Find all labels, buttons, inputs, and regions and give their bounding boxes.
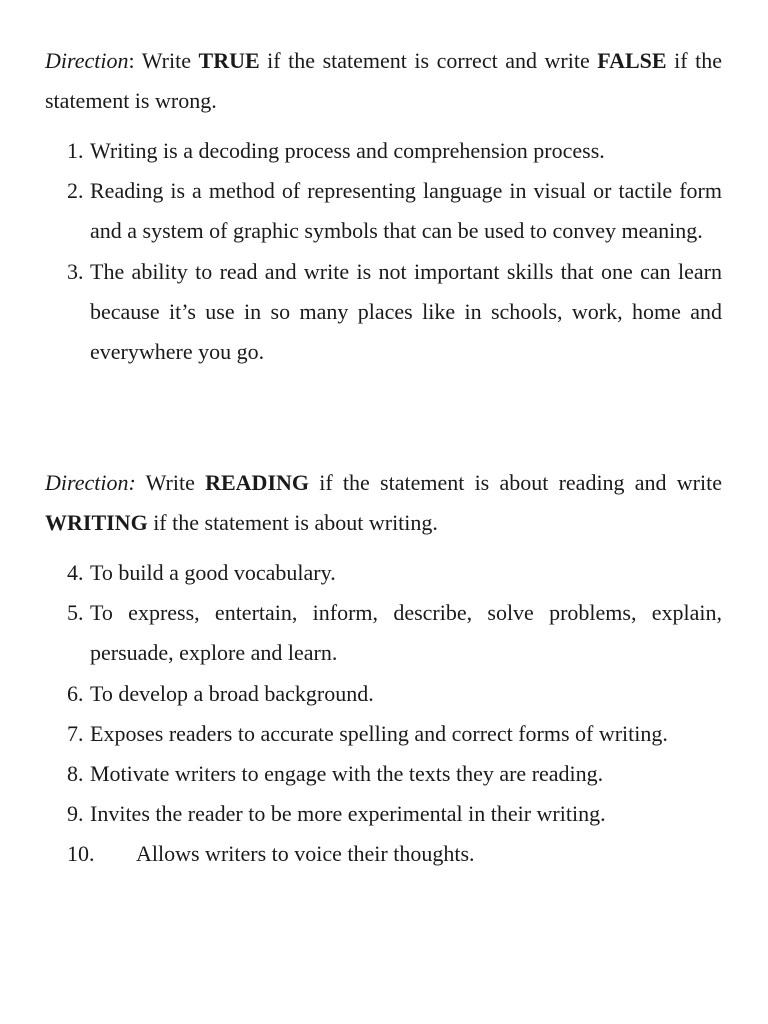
list-item — [0, 834, 768, 874]
item-text: Exposes readers to accurate spelling and correct forms of writing. — [90, 721, 668, 746]
direction-text-part2: if the statement is correct and write — [259, 48, 598, 73]
keyword-false: FALSE — [597, 48, 667, 73]
list-item — [0, 171, 768, 251]
item-text: The ability to read and write is not important skills that one can learn because it’s use in so many places like in schools, work, home and everywhere you go. — [90, 259, 722, 364]
item-number: 7. — [67, 721, 84, 746]
direction-colon: : — [128, 470, 136, 495]
keyword-writing: WRITING — [45, 510, 148, 535]
item-number: 9. — [67, 801, 84, 826]
item-text: Reading is a method of representing language in visual or tactile form and a system of graphic symbols that can be used to convey meaning. — [90, 178, 722, 243]
direction-reading-writing — [45, 463, 722, 543]
item-number: 4. — [67, 560, 84, 585]
keyword-reading: READING — [205, 470, 310, 495]
keyword-true: TRUE — [198, 48, 260, 73]
item-text: Motivate writers to engage with the texts they are reading. — [90, 761, 604, 786]
item-text: Invites the reader to be more experimental in their writing. — [90, 801, 606, 826]
direction-label: Direction — [45, 48, 129, 73]
list-item — [0, 252, 768, 372]
list-item — [0, 553, 768, 593]
item-number: 6. — [67, 681, 84, 706]
direction-text-part3: if the statement is wrong. — [45, 48, 722, 113]
list-item — [0, 794, 768, 834]
item-number: 1. — [67, 138, 84, 163]
list-item — [0, 714, 768, 754]
list-item — [0, 754, 768, 794]
list-item — [0, 674, 768, 714]
direction-text-part1: Write — [135, 470, 206, 495]
direction-true-false — [45, 41, 722, 121]
item-number: 5. — [67, 600, 84, 625]
direction-text-part1: Write — [134, 48, 199, 73]
direction-label: Direction — [45, 470, 129, 495]
direction-text-part2: if the statement is about reading and write — [309, 470, 722, 495]
item-text: To develop a broad background. — [90, 681, 374, 706]
direction-colon: : — [128, 48, 135, 73]
item-text: To express, entertain, inform, describe, solve problems, explain, persuade, explore and learn. — [90, 600, 722, 665]
item-number: 2. — [67, 178, 84, 203]
item-text: Writing is a decoding process and comprehension process. — [90, 138, 605, 163]
item-text: To build a good vocabulary. — [90, 560, 336, 585]
item-text: Allows writers to voice their thoughts. — [136, 841, 475, 866]
item-number: 8. — [67, 761, 84, 786]
list-item — [0, 593, 768, 673]
list-item — [0, 131, 768, 171]
item-number: 10. — [67, 841, 95, 866]
item-number: 3. — [67, 259, 84, 284]
direction-text-part3: if the statement is about writing. — [147, 510, 438, 535]
